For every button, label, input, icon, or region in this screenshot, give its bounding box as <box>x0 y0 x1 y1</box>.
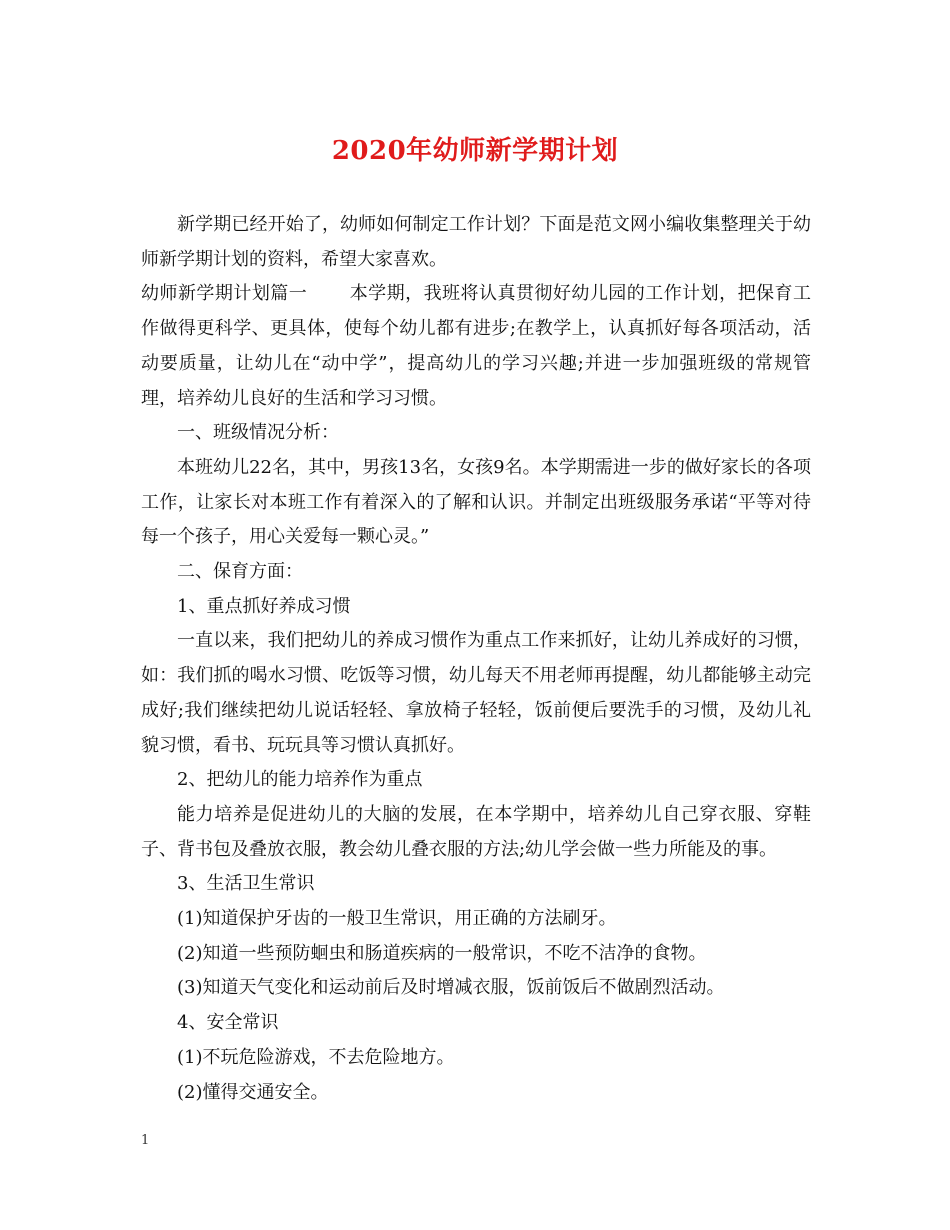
heading-class-analysis: 一、班级情况分析： <box>177 422 339 444</box>
hygiene-item-3: (3)知道天气变化和运动前后及时增减衣服，饭前饭后不做剧烈活动。 <box>177 977 725 999</box>
section-heading-plan-one: 幼师新学期计划篇一 <box>141 283 308 305</box>
plan-one-overview: 本学期，我班将认真贯彻好幼儿园的工作计划，把保育工作做得更科学、更具体，使每个幼儿都有进步;在教学上，认真抓好每各项活动，活动要质量，让幼儿在“动中学”，提高幼儿的学习兴趣;并进一步加强班级的常规管理，培养幼儿良好的生活和学习习惯。 <box>141 283 811 409</box>
hygiene-item-1: (1)知道保护牙齿的一般卫生常识，用正确的方法刷牙。 <box>177 908 617 930</box>
heading-childcare: 二、保育方面： <box>177 561 303 583</box>
heading-habits: 1、重点抓好养成习惯 <box>177 595 351 617</box>
safety-item-2: (2)懂得交通安全。 <box>177 1081 329 1103</box>
section-one-paragraph <box>141 277 811 416</box>
hygiene-item-2: (2)知道一些预防蛔虫和肠道疾病的一般常识，不吃不洁净的食物。 <box>177 942 707 964</box>
heading-abilities: 2、把幼儿的能力培养作为重点 <box>177 769 423 791</box>
abilities-paragraph: 能力培养是促进幼儿的大脑的发展，在本学期中，培养幼儿自己穿衣服、穿鞋子、背书包及叠放衣服，教会幼儿叠衣服的方法;幼儿学会做一些力所能及的事。 <box>141 803 811 860</box>
document-body <box>141 208 811 1110</box>
safety-item-1: (1)不玩危险游戏，不去危险地方。 <box>177 1046 455 1068</box>
class-analysis-paragraph: 本班幼儿22名，其中，男孩13名，女孩9名。本学期需进一步的做好家长的各项工作，让家长对本班工作有着深入的了解和认识。并制定出班级服务承诺“平等对待每一个孩子，用心关爱每一颗心灵。” <box>141 456 811 548</box>
page-number: 1 <box>141 1133 150 1148</box>
document-title: 2020年幼师新学期计划 <box>331 136 619 166</box>
heading-hygiene: 3、生活卫生常识 <box>177 873 315 895</box>
heading-safety: 4、安全常识 <box>177 1012 279 1034</box>
habits-paragraph: 一直以来，我们把幼儿的养成习惯作为重点工作来抓好，让幼儿养成好的习惯，如：我们抓的喝水习惯、吃饭等习惯，幼儿每天不用老师再提醒，幼儿都能够主动完成好;我们继续把幼儿说话轻轻、拿放椅子轻轻，饭前便后要洗手的习惯，及幼儿礼貌习惯，看书、玩玩具等习惯认真抓好。 <box>141 630 811 756</box>
intro-paragraph: 新学期已经开始了，幼师如何制定工作计划？下面是范文网小编收集整理关于幼师新学期计划的资料，希望大家喜欢。 <box>141 214 811 270</box>
